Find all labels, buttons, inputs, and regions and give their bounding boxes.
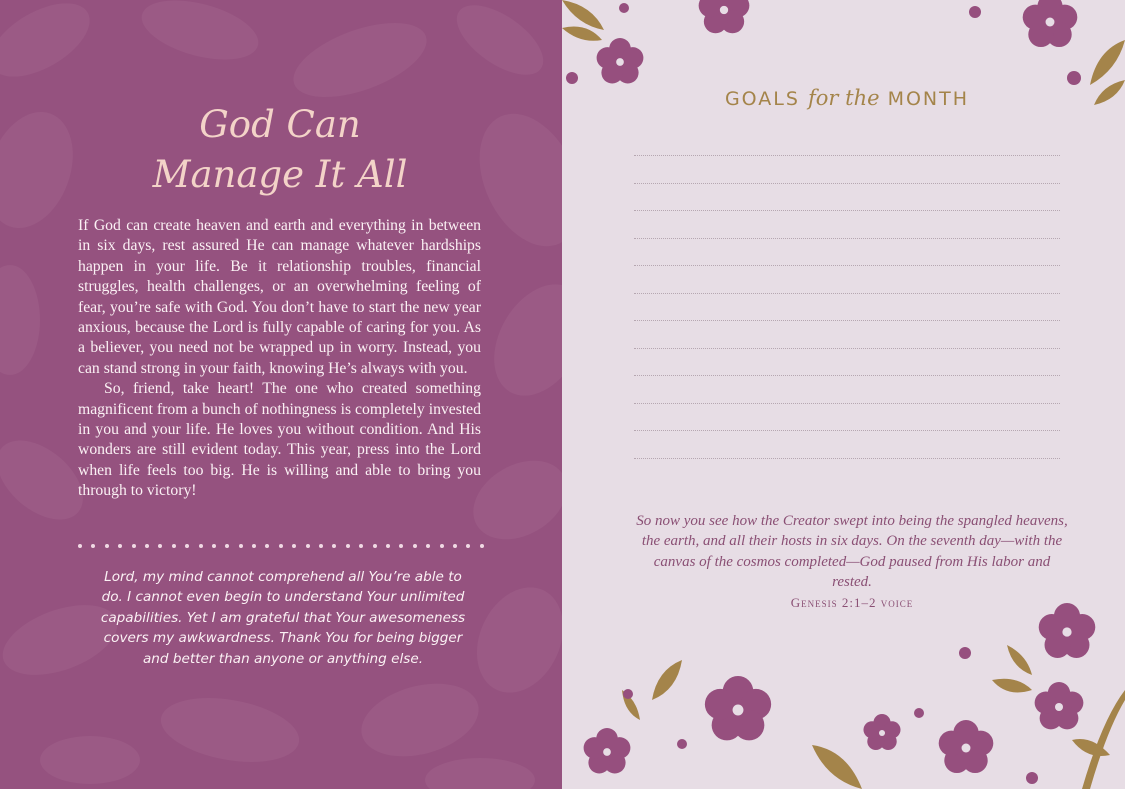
writing-line xyxy=(634,375,1060,403)
heading-goals: GOALS xyxy=(724,88,800,110)
heading-month: MONTH xyxy=(887,88,970,110)
writing-line xyxy=(634,265,1060,293)
writing-line xyxy=(634,403,1060,431)
writing-line xyxy=(634,293,1060,321)
writing-line xyxy=(634,183,1060,211)
writing-line xyxy=(634,155,1060,183)
title-line-1: God Can xyxy=(199,103,361,146)
devotional-text xyxy=(78,216,481,502)
prayer-text: Lord, my mind cannot comprehend all You’re able to do. I cannot even begin to understand Your unlimited capabilities. Yet I am grateful that Your awesomeness covers my awkwardness. Thank You for being bigger and better than anyone or anything else. xyxy=(100,569,466,667)
paragraph-1: If God can create heaven and earth and everything in between in six days, rest assured He can manage whatever hardships happen in your life. Be it relationship troubles, financial struggles, health challenges, or an overwhelming feeling of fear, you’re safe with God. You don’t have to start the new year anxious, because the Lord is fully capable of caring for you. As a believer, you need not be wrapped up in worry. Instead, you can stand strong in your faith, knowing He’s always with you. xyxy=(78,217,481,377)
writing-line xyxy=(634,238,1060,266)
goal-writing-lines xyxy=(634,155,1060,485)
writing-line xyxy=(634,458,1060,486)
goals-heading xyxy=(662,86,1032,110)
heading-for-the: for the xyxy=(808,86,880,110)
scripture-verse: So now you see how the Creator swept into being the spangled heavens, the earth, and all their hosts in six days. On the seventh day—with the canvas of the cosmos completed—God paused from His labor and rested. xyxy=(636,513,1068,591)
writing-line xyxy=(634,320,1060,348)
right-page xyxy=(562,0,1125,789)
title-line-2: Manage It All xyxy=(152,153,408,196)
paragraph-2: So, friend, take heart! The one who created something magnificent from a bunch of nothingness is completely invested in you and your life. He loves you without condition. And His wonders are still evident today. This year, press into the Lord when life feels too big. He is willing and able to bring you through to victory! xyxy=(78,380,481,500)
scripture-reference: Genesis 2:1–2 voice xyxy=(790,595,914,610)
page-title xyxy=(60,100,500,200)
writing-line xyxy=(634,210,1060,238)
writing-line xyxy=(634,348,1060,376)
left-page xyxy=(0,0,562,789)
dotted-divider xyxy=(78,538,484,554)
writing-line xyxy=(634,430,1060,458)
